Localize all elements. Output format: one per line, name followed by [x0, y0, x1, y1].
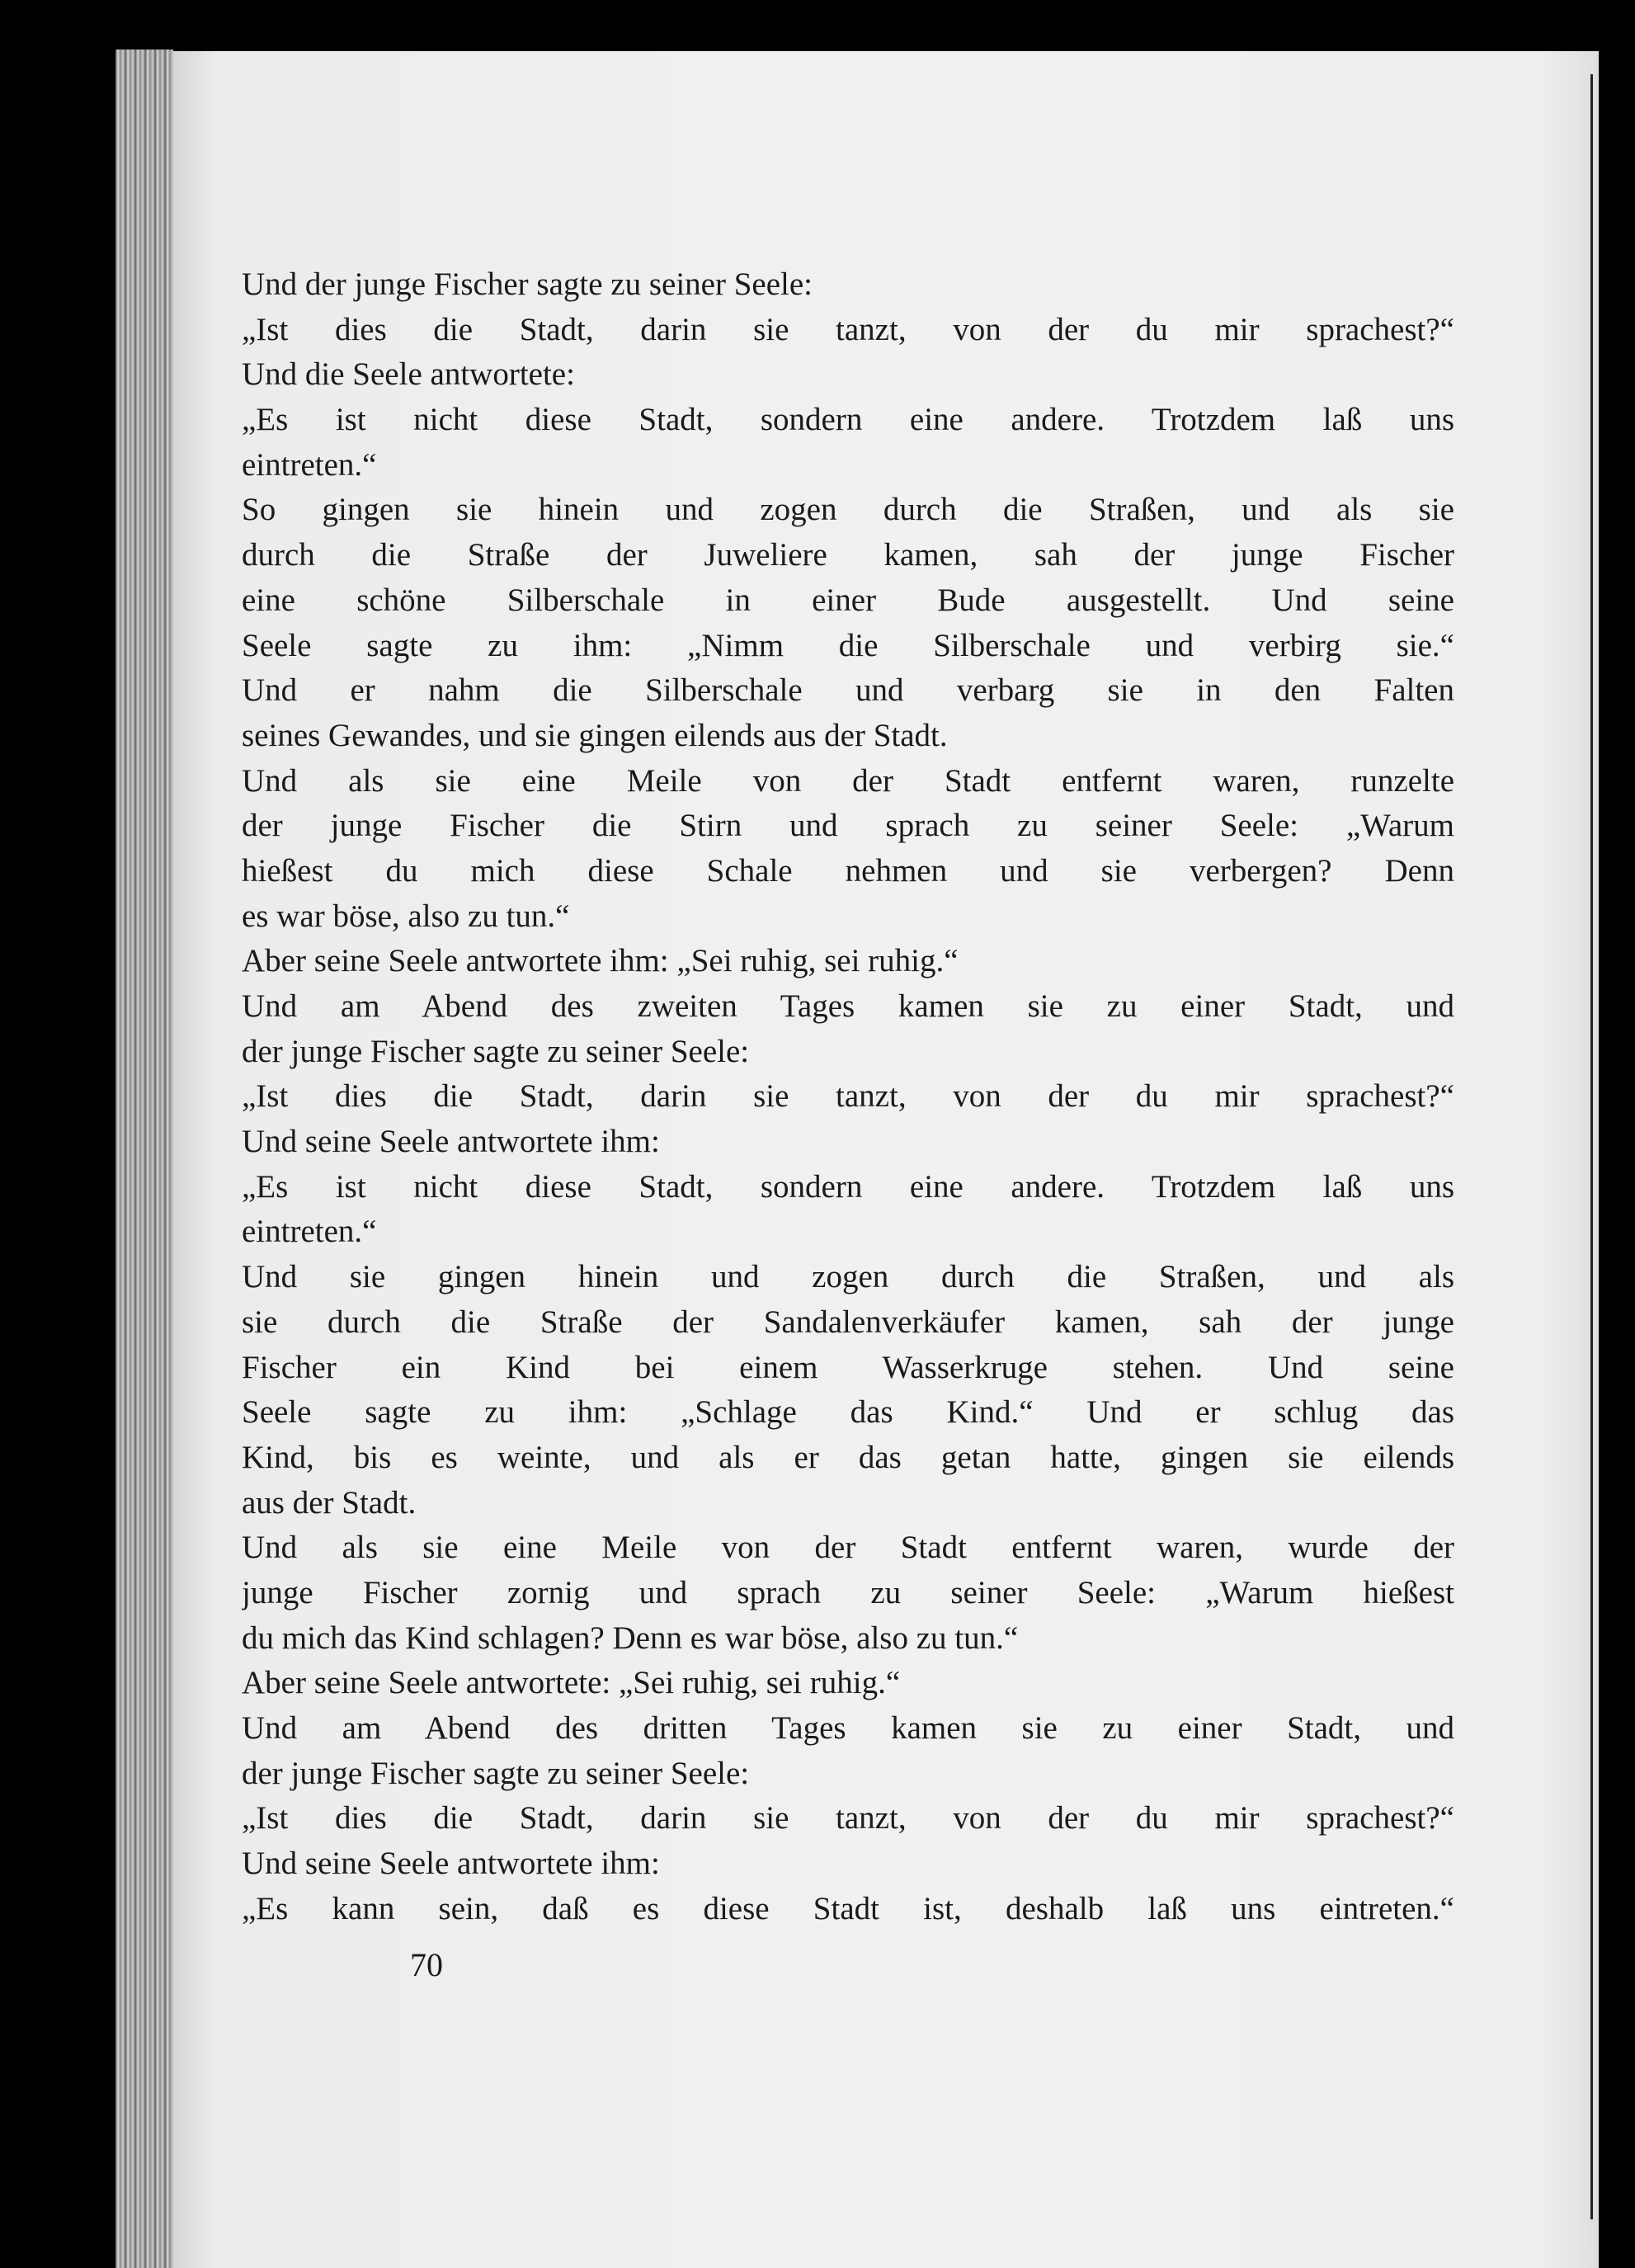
text-line: Und am Abend des zweiten Tages kamen sie zu einer Stadt, und [242, 988, 1454, 1024]
text-line: hießest du mich diese Schale nehmen und sie verbergen? Denn [242, 852, 1454, 889]
text-line: Seele sagte zu ihm: „Nimm die Silberschale und verbirg sie.“ [242, 627, 1454, 663]
text-line: Aber seine Seele antwortete: „Sei ruhig, sei ruhig.“ [242, 1665, 901, 1701]
text-line: eintreten.“ [242, 446, 377, 483]
text-line: „Ist dies die Stadt, darin sie tanzt, von der du mir sprachest?“ [242, 311, 1454, 347]
text-line: der junge Fischer sagte zu seiner Seele: [242, 1755, 750, 1791]
text-line: So gingen sie hinein und zogen durch die Straßen, und als sie [242, 492, 1454, 528]
text-line: du mich das Kind schlagen? Denn es war böse, also zu tun.“ [242, 1620, 1019, 1656]
text-line: Und am Abend des dritten Tages kamen sie zu einer Stadt, und [242, 1710, 1454, 1746]
text-line: Und seine Seele antwortete ihm: [242, 1124, 660, 1160]
text-line: „Ist dies die Stadt, darin sie tanzt, von der du mir sprachest?“ [242, 1078, 1454, 1115]
text-line: sie durch die Straße der Sandalenverkäufer kamen, sah der junge [242, 1304, 1454, 1340]
text-line: der junge Fischer sagte zu seiner Seele: [242, 1033, 750, 1069]
text-line: „Ist dies die Stadt, darin sie tanzt, von der du mir sprachest?“ [242, 1800, 1454, 1837]
text-line: eine schöne Silberschale in einer Bude ausgestellt. Und seine [242, 582, 1454, 618]
text-line: Kind, bis es weinte, und als er das getan hatte, gingen sie eilends [242, 1439, 1454, 1475]
text-line: der junge Fischer die Stirn und sprach zu seiner Seele: „Warum [242, 808, 1454, 844]
book-page-edges [115, 50, 173, 2268]
adjacent-page-edge [1590, 74, 1593, 2219]
text-line: Und der junge Fischer sagte zu seiner Seele: [242, 266, 813, 302]
text-line: „Es ist nicht diese Stadt, sondern eine andere. Trotzdem laß uns [242, 402, 1454, 438]
text-line: „Es ist nicht diese Stadt, sondern eine andere. Trotzdem laß uns [242, 1168, 1454, 1205]
text-line: aus der Stadt. [242, 1484, 417, 1521]
text-line: Und die Seele antwortete: [242, 356, 575, 393]
text-line: Und seine Seele antwortete ihm: [242, 1846, 660, 1882]
text-line: Fischer ein Kind bei einem Wasserkruge stehen. Und seine [242, 1349, 1454, 1385]
text-line: Und als sie eine Meile von der Stadt entfernt waren, runzelte [242, 762, 1454, 799]
text-line: junge Fischer zornig und sprach zu seiner Seele: „Warum hießest [242, 1574, 1454, 1610]
text-line: Seele sagte zu ihm: „Schlage das Kind.“ Und er schlug das [242, 1394, 1454, 1431]
text-line: Aber seine Seele antwortete ihm: „Sei ruhig, sei ruhig.“ [242, 943, 959, 979]
page-number: 70 [410, 1946, 443, 1983]
text-line: durch die Straße der Juweliere kamen, sah der junge Fischer [242, 537, 1454, 573]
text-line: seines Gewandes, und sie gingen eilends aus der Stadt. [242, 717, 948, 753]
text-line: es war böse, also zu tun.“ [242, 898, 570, 934]
text-line: eintreten.“ [242, 1214, 377, 1250]
body-text [242, 262, 1454, 1931]
text-line: Und sie gingen hinein und zogen durch die Straßen, und als [242, 1259, 1454, 1295]
text-line: „Es kann sein, daß es diese Stadt ist, deshalb laß uns eintreten.“ [242, 1890, 1454, 1926]
text-line: Und als sie eine Meile von der Stadt entfernt waren, wurde der [242, 1530, 1454, 1566]
text-line: Und er nahm die Silberschale und verbarg sie in den Falten [242, 672, 1454, 709]
